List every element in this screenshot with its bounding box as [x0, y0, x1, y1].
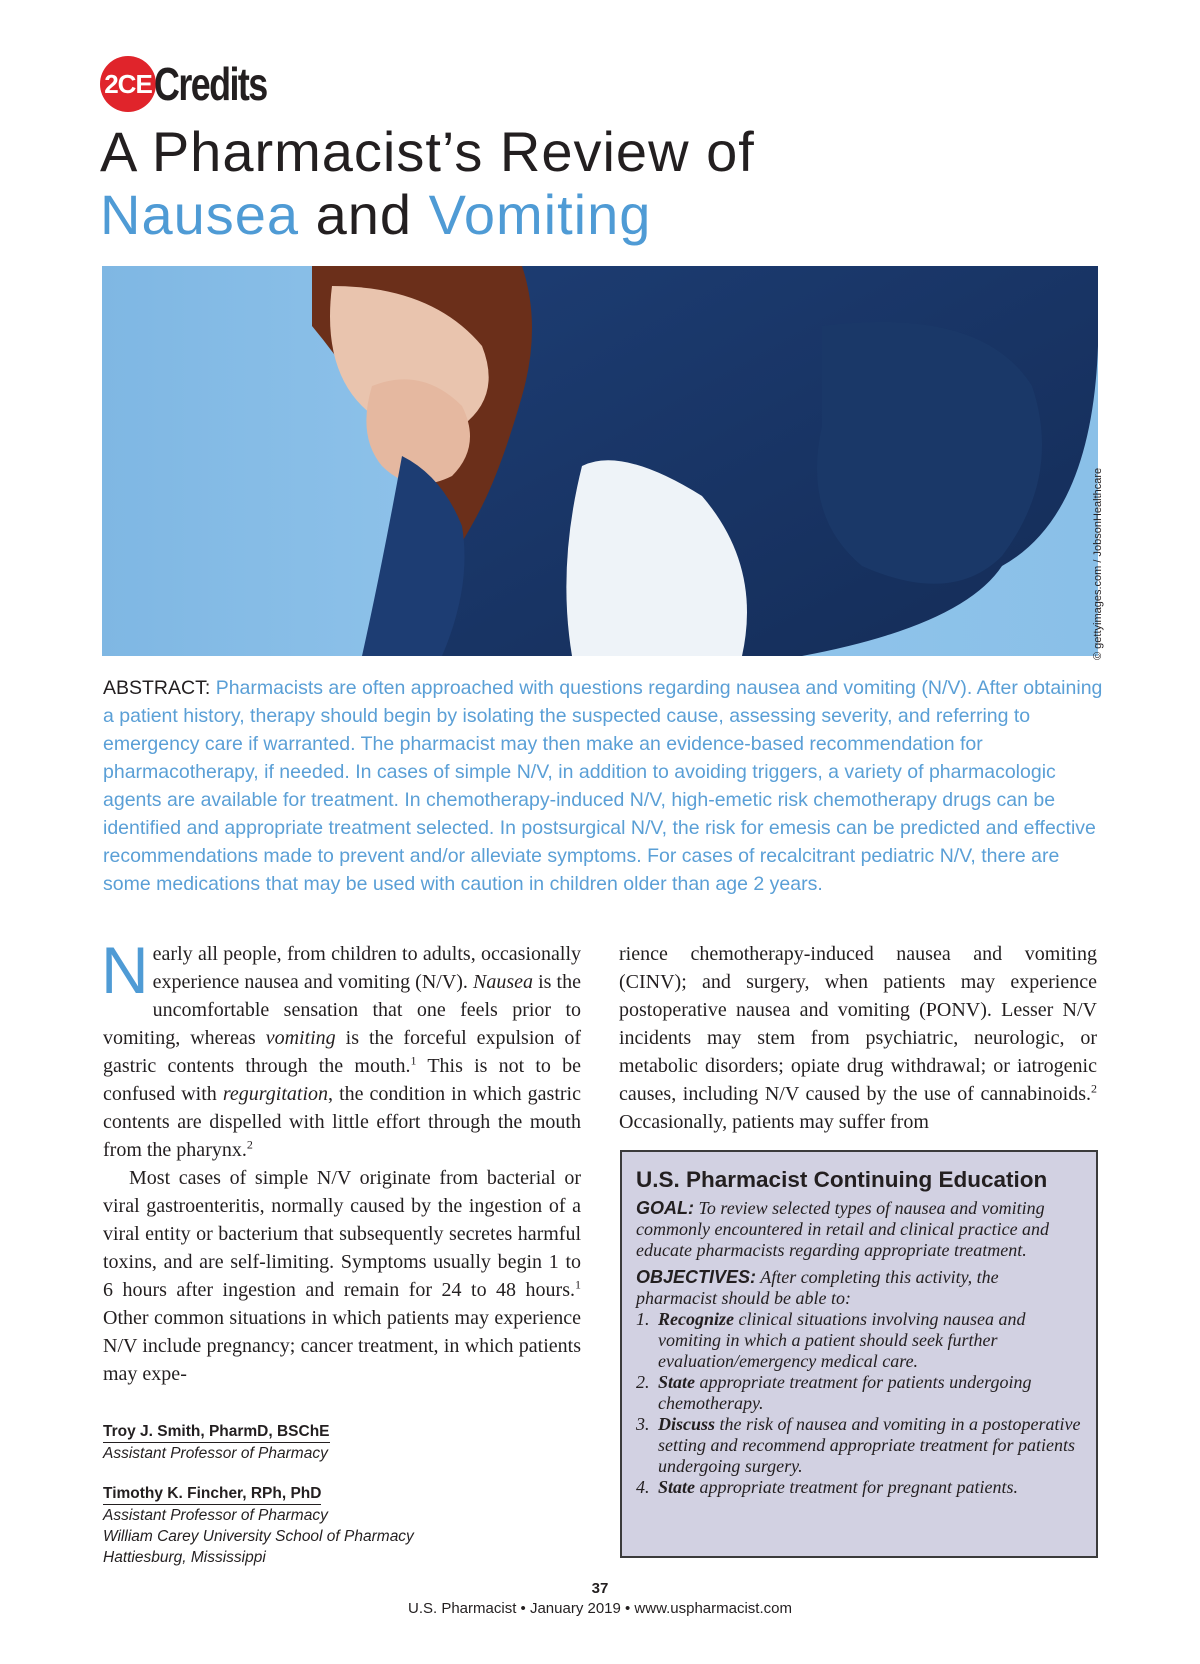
objectives-label: OBJECTIVES: — [636, 1267, 757, 1287]
continuing-education-box — [620, 1150, 1098, 1558]
body-text: Other common situations in which patients may experience N/V include pregnancy; cancer treatment, in which patients may expe- — [103, 1307, 581, 1385]
objective-verb: Discuss — [658, 1414, 716, 1434]
title-word-nausea: Nausea — [100, 183, 300, 246]
body-paragraph-1 — [101, 933, 582, 1164]
objective-number: 4. — [636, 1477, 650, 1497]
objective-verb: State — [658, 1372, 696, 1392]
objective-text: appropriate treatment for pregnant patients. — [695, 1477, 1018, 1497]
title-word-vomiting: Vomiting — [428, 183, 652, 246]
page-title-line2 — [100, 183, 651, 247]
author-name: Timothy K. Fincher, RPh, PhD — [103, 1484, 321, 1505]
reference-superscript: 2 — [246, 1137, 253, 1152]
page-title-line1: A Pharmacist’s Review of — [100, 120, 755, 183]
ce-objectives-intro — [636, 1267, 1082, 1309]
author-block-2 — [103, 1484, 414, 1568]
body-text: early all people, from children to adults, occasionally experience nausea and vomiting (N/V). — [152, 943, 581, 993]
objectives-text: After completing this activity, the pharmacist should be able to: — [636, 1267, 999, 1308]
reference-superscript: 1 — [575, 1277, 581, 1292]
body-paragraph-3 — [619, 940, 1097, 1136]
footer-publication-line: U.S. Pharmacist • January 2019 • www.uspharmacist.com — [408, 1600, 792, 1617]
ce-goal — [636, 1198, 1082, 1261]
ce-circle-badge: 2CE — [100, 56, 156, 112]
title-word-and: and — [299, 183, 429, 246]
body-text: is the forceful expulsion of gastric contents through the mouth. — [103, 1027, 582, 1077]
term-vomiting: vomiting — [265, 1027, 336, 1049]
objective-item — [636, 1372, 1082, 1414]
photo-credit: © gettyimages.com / JobsonHealthcare — [1092, 467, 1104, 660]
abstract-text: Pharmacists are often approached with questions regarding nausea and vomiting (N/V). After obtaining a patient history, therapy should begin by isolating the suspected cause, assessing severity, and referring to emergency care if warranted. The pharmacist may then make an evidence-based recommendation for pharmacotherapy, if needed. In cases of simple N/V, in addition to avoiding triggers, a variety of pharmacologic agents are available for treatment. In chemotherapy-induced N/V, high-emetic risk chemotherapy drugs can be identified and appropriate treatment selected. In postsurgical N/V, the risk for emesis can be predicted and effective recommendations made to prevent and/or alleviate symptoms. For cases of recalcitrant pediatric N/V, there are some medications that may be used with caution in children older than age 2 years. — [103, 677, 1103, 895]
body-text: This is not to be confused with — [103, 1055, 581, 1105]
objective-verb: State — [658, 1477, 696, 1497]
body-text: Occasionally, patients may suffer from — [619, 1111, 929, 1133]
abstract-label: ABSTRACT: — [103, 677, 211, 699]
author-location: Hattiesburg, Mississippi — [103, 1549, 266, 1566]
goal-label: GOAL: — [636, 1198, 694, 1218]
objective-text: clinical situations involving nausea and vomiting in which a patient should seek further evaluation/emergency medical care. — [658, 1309, 1026, 1371]
term-nausea: Nausea — [473, 971, 534, 993]
objective-text: the risk of nausea and vomiting in a postoperative setting and recommend appropriate treatment for patients undergoing surgery. — [658, 1414, 1081, 1476]
objective-text: appropriate treatment for patients undergoing chemotherapy. — [658, 1372, 1032, 1413]
reference-superscript: 1 — [410, 1053, 417, 1068]
goal-text: To review selected types of nausea and vomiting commonly encountered in retail and clinical practice and educate pharmacists regarding appropriate treatment. — [636, 1198, 1050, 1260]
reference-superscript: 2 — [1091, 1081, 1097, 1096]
ce-credits-badge — [100, 56, 298, 112]
drop-cap: N — [101, 933, 149, 1007]
author-affiliation: William Carey University School of Pharmacy — [103, 1528, 414, 1545]
objectives-list — [636, 1309, 1082, 1498]
body-text: rience chemotherapy-induced nausea and vomiting (CINV); and surgery, when patients may experience postoperative nausea and vomiting (PONV). Lesser N/V incidents may stem from psychiatric, neurologic, or metabolic disorders; opiate drug withdrawal; or iatrogenic causes, including N/V caused by the use of cannabinoids. — [619, 943, 1097, 1105]
page-number: 37 — [591, 1580, 609, 1597]
ce-heading: U.S. Pharmacist Continuing Education — [636, 1167, 1048, 1192]
objective-item — [636, 1309, 1082, 1372]
term-regurgitation: regurgitation — [222, 1083, 329, 1105]
credits-label: Credits — [154, 58, 267, 110]
objective-item — [636, 1477, 1082, 1498]
abstract — [103, 674, 1103, 898]
author-name: Troy J. Smith, PharmD, BSChE — [103, 1422, 330, 1443]
objective-item — [636, 1414, 1082, 1477]
body-text: is the uncomfortable sensation that one feels prior to vomiting, whereas — [103, 971, 581, 1049]
objective-number: 2. — [636, 1372, 650, 1392]
body-text: , the condition in which gastric contents are dispelled with little effort through the mouth from the pharynx. — [103, 1083, 581, 1161]
objective-number: 3. — [636, 1414, 650, 1434]
body-column-2 — [619, 940, 1097, 1136]
objective-number: 1. — [636, 1309, 650, 1329]
body-column-1 — [101, 933, 582, 1388]
body-paragraph-2 — [103, 1164, 581, 1388]
author-role: Assistant Professor of Pharmacy — [103, 1445, 328, 1462]
author-role: Assistant Professor of Pharmacy — [103, 1507, 328, 1524]
author-block-1 — [103, 1422, 330, 1464]
objective-verb: Recognize — [658, 1309, 734, 1329]
body-text: Most cases of simple N/V originate from bacterial or viral gastroenteritis, normally caused by the ingestion of a viral entity or bacterium that subsequently secretes harmful toxins, and are self-limiting. Symptoms usually begin 1 to 6 hours after ingestion and remain for 24 to 48 hours. — [103, 1167, 581, 1301]
photo-illustration — [102, 266, 1098, 656]
hero-photo — [102, 266, 1098, 656]
